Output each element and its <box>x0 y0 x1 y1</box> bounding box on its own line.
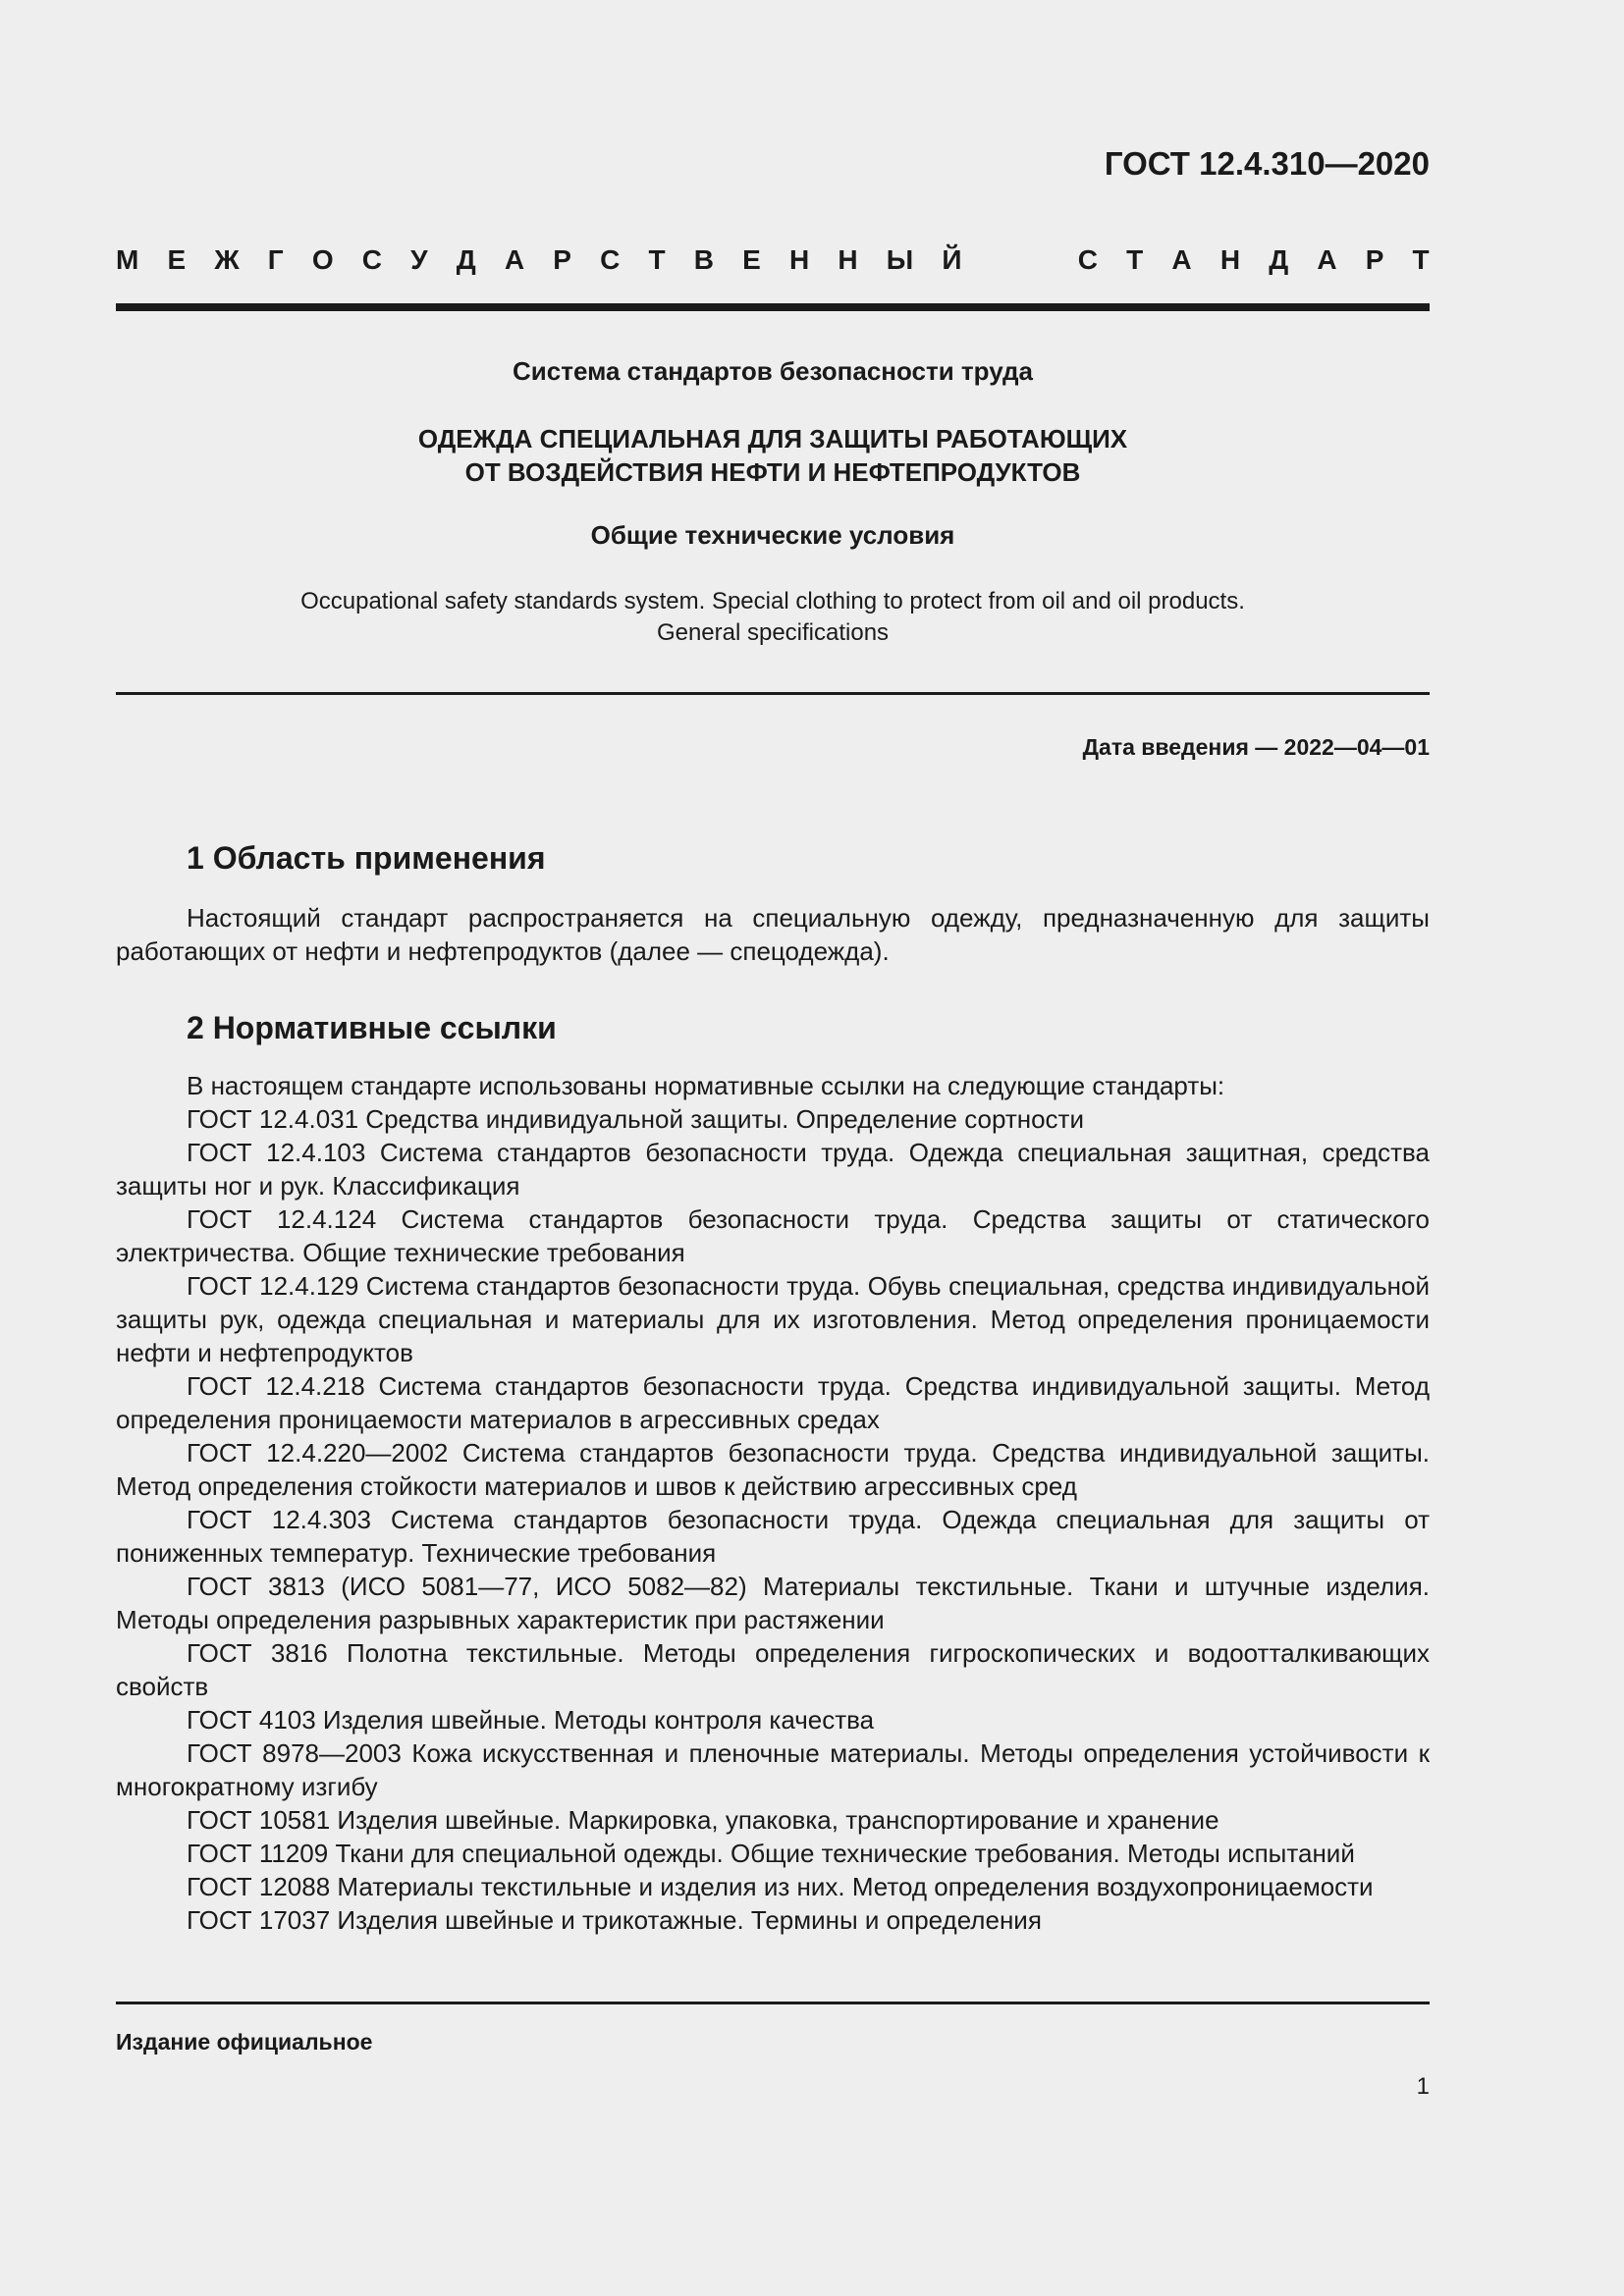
reference-item: ГОСТ 10581 Изделия швейные. Маркировка, упаковка, транспортирование и хранение <box>187 1805 1219 1835</box>
banner-letter: С <box>361 244 382 275</box>
english-title-line: General specifications <box>656 619 890 646</box>
banner-letter: Н <box>838 244 858 275</box>
banner-letter: А <box>1171 244 1192 275</box>
banner-letter: М <box>116 244 139 275</box>
reference-item: ГОСТ 12088 Материалы текстильные и изделия из них. Метод определения воздухопроницаемости <box>187 1872 1374 1901</box>
header-thick-rule <box>116 303 1430 311</box>
title-block-rule <box>116 692 1430 695</box>
reference-item: ГОСТ 12.4.303 Система стандартов безопасности труда. Одежда специальная для защиты от пониженных температур. Технические требования <box>116 1505 1430 1568</box>
banner-letter: Г <box>267 244 284 275</box>
footer-rule <box>116 2002 1430 2004</box>
title-line: ОДЕЖДА СПЕЦИАЛЬНАЯ ДЛЯ ЗАЩИТЫ РАБОТАЮЩИХ <box>417 424 1128 454</box>
banner-letter: А <box>504 244 525 275</box>
banner-letter: Т <box>1126 244 1144 275</box>
reference-item: ГОСТ 12.4.129 Система стандартов безопасности труда. Обувь специальная, средства индивидуальной защиты рук, одежда специальная и материалы для их изготовления. Метод определения проницаемости нефти и нефтепродуктов <box>116 1271 1430 1367</box>
document-title <box>116 422 1430 489</box>
section-2-heading: 2 Нормативные ссылки <box>187 1010 557 1045</box>
banner-letter: Е <box>167 244 187 275</box>
reference-item: ГОСТ 17037 Изделия швейные и трикотажные. Термины и определения <box>187 1905 1042 1935</box>
banner-letter: Н <box>788 244 810 275</box>
banner-letter: Т <box>1412 244 1430 275</box>
interstate-standard-banner <box>116 244 1430 276</box>
title-line: ОТ ВОЗДЕЙСТВИЯ НЕФТИ И НЕФТЕПРОДУКТОВ <box>464 457 1081 487</box>
banner-letter: С <box>600 244 621 275</box>
banner-letter: А <box>1317 244 1337 275</box>
banner-letter: Р <box>1365 244 1384 275</box>
references-intro: В настоящем стандарте использованы нормативные ссылки на следующие стандарты: <box>187 1071 1225 1100</box>
banner-letter: В <box>693 244 714 275</box>
series-title: Система стандартов безопасности труда <box>513 356 1033 386</box>
english-title-line: Occupational safety standards system. Special clothing to protect from oil and oil products. <box>300 588 1245 614</box>
banner-letter: Е <box>742 244 761 275</box>
banner-letter: Ы <box>886 244 914 275</box>
banner-letter: У <box>410 244 428 275</box>
official-edition-label: Издание официальное <box>116 2029 373 2055</box>
reference-item: ГОСТ 4103 Изделия швейные. Методы контроля качества <box>187 1705 875 1735</box>
introduction-date: Дата введения — 2022—04—01 <box>1082 734 1430 760</box>
reference-item: ГОСТ 8978—2003 Кожа искусственная и пленочные материалы. Методы определения устойчивости к многократному изгибу <box>116 1738 1430 1801</box>
banner-letter: С <box>1077 244 1098 275</box>
banner-letter: Р <box>553 244 571 275</box>
reference-item: ГОСТ 12.4.220—2002 Система стандартов безопасности труда. Средства индивидуальной защиты. Метод определения стойкости материалов и швов к действию агрессивных сред <box>116 1438 1430 1501</box>
page-number: 1 <box>1416 2073 1430 2100</box>
banner-letter: Д <box>456 244 476 275</box>
reference-item: ГОСТ 12.4.103 Система стандартов безопасности труда. Одежда специальная защитная, средства защиты ног и рук. Классификация <box>116 1138 1430 1201</box>
section-1-text: Настоящий стандарт распространяется на специальную одежду, предназначенную для защиты работающих от нефти и нефтепродуктов (далее — спецодежда). <box>116 903 1430 966</box>
reference-item: ГОСТ 11209 Ткани для специальной одежды. Общие технические требования. Методы испытаний <box>187 1839 1355 1868</box>
banner-letter: Й <box>942 244 962 275</box>
banner-word-gap <box>991 244 1050 276</box>
banner-letter: Ж <box>214 244 240 275</box>
english-title <box>116 586 1430 649</box>
banner-letter: Т <box>648 244 666 275</box>
reference-item: ГОСТ 12.4.031 Средства индивидуальной защиты. Определение сортности <box>187 1104 1084 1134</box>
reference-item: ГОСТ 3816 Полотна текстильные. Методы определения гигроскопических и водоотталкивающих свойств <box>116 1638 1430 1701</box>
section-1-heading: 1 Область применения <box>187 840 546 876</box>
document-code: ГОСТ 12.4.310—2020 <box>1104 145 1430 182</box>
banner-letter: Н <box>1219 244 1241 275</box>
normative-references <box>116 1069 1430 1937</box>
reference-item: ГОСТ 12.4.124 Система стандартов безопасности труда. Средства защиты от статического электричества. Общие технические требования <box>116 1204 1430 1267</box>
reference-item: ГОСТ 12.4.218 Система стандартов безопасности труда. Средства индивидуальной защиты. Метод определения проницаемости материалов в агрессивных средах <box>116 1371 1430 1434</box>
reference-item: ГОСТ 3813 (ИСО 5081—77, ИСО 5082—82) Материалы текстильные. Ткани и штучные изделия. Методы определения разрывных характеристик при растяжении <box>116 1572 1430 1634</box>
document-subtitle: Общие технические условия <box>590 520 955 550</box>
banner-letter: О <box>311 244 334 275</box>
banner-letter: Д <box>1269 244 1289 275</box>
